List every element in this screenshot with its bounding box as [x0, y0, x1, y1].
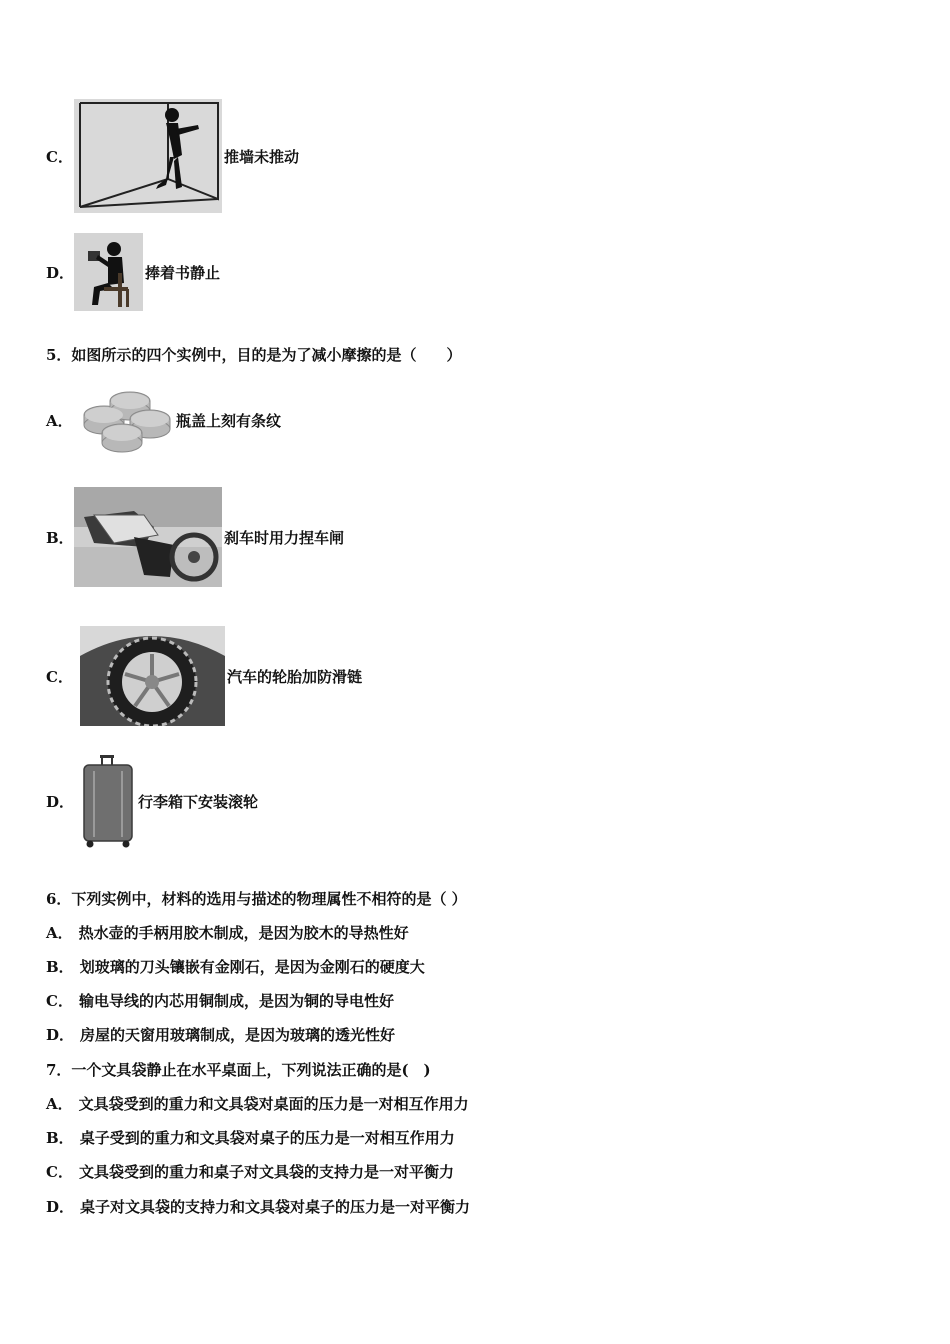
option-text: 文具袋受到的重力和文具袋对桌面的压力是一对相互作用力 — [78, 1095, 469, 1113]
suitcase-wheels-image — [80, 753, 136, 849]
option-text: 热水壶的手柄用胶木制成，是因为胶木的导热性好 — [78, 924, 409, 942]
q7-stem: 7．一个文具袋静止在水平桌面上，下列说法正确的是( ) — [46, 1061, 431, 1079]
option-letter: B． — [46, 528, 74, 547]
option-letter: B． — [46, 958, 74, 976]
q5-option-c — [46, 626, 362, 726]
option-text: 划玻璃的刀头镶嵌有金刚石，是因为金刚石的硬度大 — [79, 958, 425, 976]
option-text: 输电导线的内芯用铜制成，是因为铜的导电性好 — [78, 992, 394, 1010]
option-letter: C． — [46, 992, 73, 1010]
option-text: 文具袋受到的重力和桌子对文具袋的支持力是一对平衡力 — [78, 1163, 454, 1181]
option-text: 桌子对文具袋的支持力和文具袋对桌子的压力是一对平衡力 — [80, 1198, 471, 1216]
option-letter: A． — [46, 411, 73, 430]
option-letter: D． — [46, 263, 75, 282]
q7-option-a — [46, 1093, 469, 1114]
option-text: 行李箱下安装滚轮 — [138, 792, 259, 811]
person-pushing-wall-image — [74, 99, 222, 213]
q6-option-c — [46, 990, 394, 1011]
option-letter: A． — [46, 924, 73, 942]
q6-stem: 6．下列实例中，材料的选用与描述的物理属性不相符的是（ ） — [46, 890, 467, 908]
option-letter: A． — [46, 1095, 73, 1113]
option-letter: D． — [46, 1198, 75, 1216]
q6-option-b — [46, 956, 425, 977]
option-text: 桌子受到的重力和文具袋对桌子的压力是一对相互作用力 — [79, 1129, 455, 1147]
q4-option-d — [46, 233, 220, 311]
q7-option-b — [46, 1127, 455, 1148]
q5-option-d — [46, 753, 258, 849]
bottle-caps-image — [74, 383, 174, 457]
option-letter: C． — [46, 667, 73, 686]
option-text: 房屋的天窗用玻璃制成，是因为玻璃的透光性好 — [80, 1026, 396, 1044]
q5-stem: 5．如图所示的四个实例中，目的是为了减小摩擦的是（ ） — [46, 346, 462, 364]
tire-snow-chain-image — [80, 626, 225, 726]
option-letter: C． — [46, 147, 73, 166]
q5-option-a — [46, 383, 281, 457]
option-letter: D． — [46, 1026, 75, 1044]
option-text: 瓶盖上刻有条纹 — [176, 411, 282, 430]
option-letter: C． — [46, 1163, 73, 1181]
option-text: 推墙未推动 — [224, 147, 300, 166]
person-seated-holding-book-image — [74, 233, 143, 311]
q6-option-a — [46, 922, 409, 943]
q7-option-c — [46, 1161, 454, 1182]
option-letter: D． — [46, 792, 75, 811]
option-text: 刹车时用力捏车闸 — [224, 528, 345, 547]
bicycle-brake-hand-image — [74, 487, 222, 587]
q7-option-d — [46, 1196, 470, 1217]
option-text: 汽车的轮胎加防滑链 — [227, 667, 363, 686]
option-text: 捧着书静止 — [145, 263, 221, 282]
q5-option-b — [46, 487, 344, 587]
q6-option-d — [46, 1024, 395, 1045]
option-letter: B． — [46, 1129, 74, 1147]
q4-option-c — [46, 99, 299, 213]
